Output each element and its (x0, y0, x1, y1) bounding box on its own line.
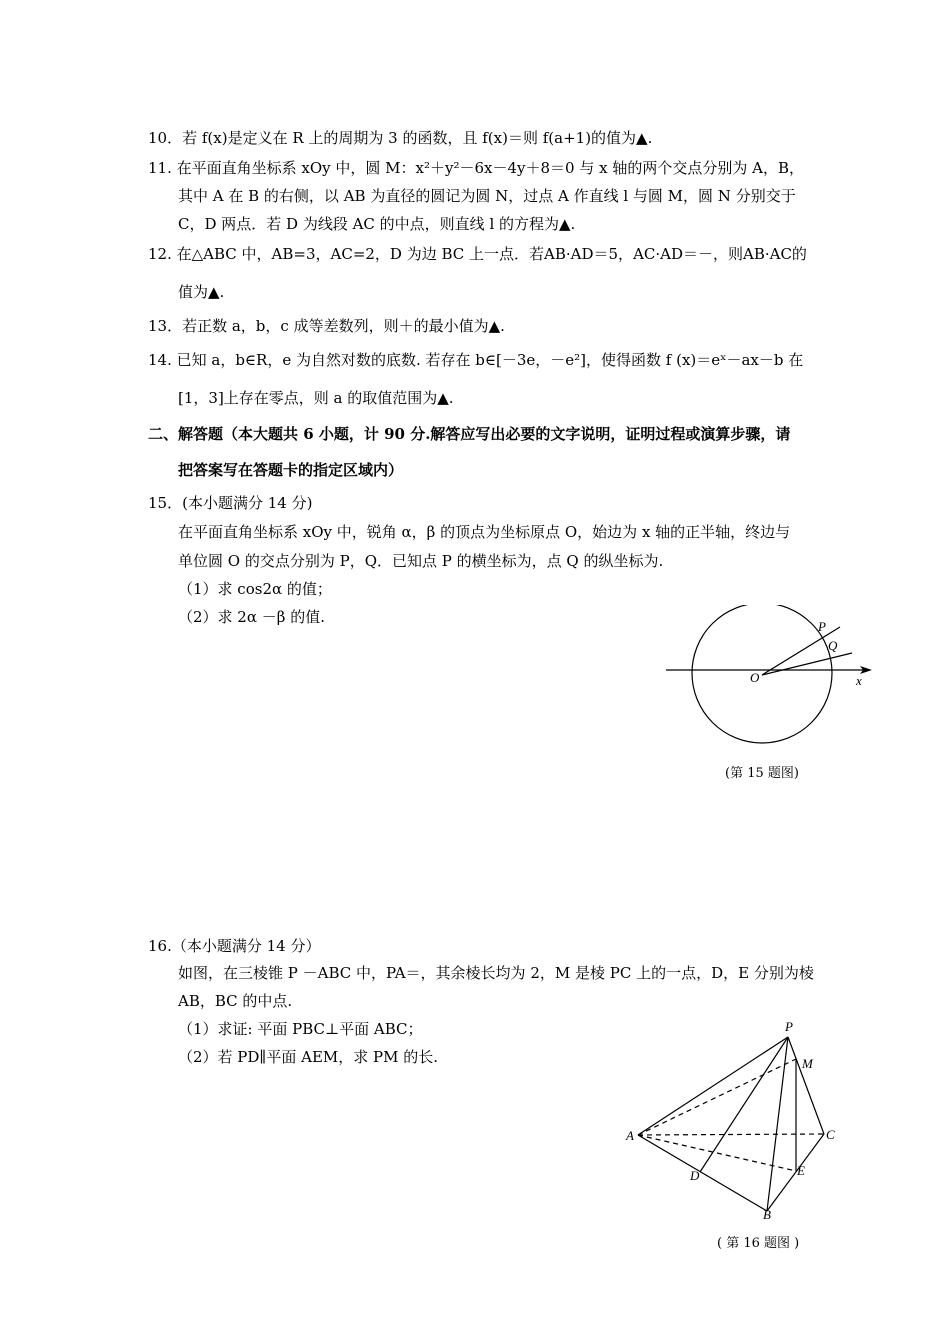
label-o: O (750, 670, 760, 685)
figure-15-caption: (第 15 题图) (725, 766, 799, 781)
section-2-heading-line-1: 二、解答题（本大题共 6 小题，计 90 分.解答应写出必要的文字说明，证明过程或演算步骤，请 (148, 425, 791, 443)
question-16-header: 16.（本小题满分 14 分） (148, 937, 321, 955)
edge-pc (788, 1037, 824, 1134)
question-11-line-2: 其中 A 在 B 的右侧，以 AB 为直径的圆记为圆 N，过点 A 作直线 l 与圆 M，圆 N 分别交于 (178, 187, 796, 205)
segment-am-hidden (638, 1059, 796, 1135)
label-a: A (626, 1128, 634, 1143)
question-14-line-2: [1，3]上存在零点，则 a 的取值范围为▲. (178, 389, 454, 407)
terminal-side-beta (762, 653, 852, 675)
question-11-line-1: 11. 在平面直角坐标系 xOy 中，圆 M：x²＋y²－6x－4y＋8＝0 与 x 轴的两个交点分别为 A，B， (148, 159, 804, 177)
segment-pd (700, 1037, 788, 1172)
question-15-body-2: 单位圆 O 的交点分别为 P，Q．已知点 P 的横坐标为，点 Q 的纵坐标为. (178, 552, 664, 570)
question-11-line-3: C，D 两点．若 D 为线段 AC 的中点，则直线 l 的方程为▲. (178, 215, 576, 233)
edge-pb (767, 1037, 788, 1211)
figure-15-unit-circle (660, 605, 880, 755)
label-e: E (797, 1163, 805, 1178)
label-p: P (818, 619, 826, 634)
figure-16-pyramid (620, 1015, 850, 1225)
segment-ae-hidden (638, 1135, 796, 1171)
label-d: D (690, 1168, 700, 1183)
question-12-line-2: 值为▲. (178, 283, 225, 301)
question-16-part-2: （2）若 PD∥平面 AEM，求 PM 的长. (178, 1048, 439, 1066)
figure-16-caption: ( 第 16 题图 ) (717, 1236, 800, 1251)
question-13: 13．若正数 a，b，c 成等差数列，则＋的最小值为▲. (148, 317, 505, 335)
unit-circle (692, 605, 832, 743)
question-16-body-2: AB，BC 的中点. (178, 992, 293, 1010)
section-2-heading-line-2: 把答案写在答题卡的指定区域内） (178, 461, 404, 479)
question-15-part-2: （2）求 2α －β 的值. (178, 608, 325, 626)
question-15-body-1: 在平面直角坐标系 xOy 中，锐角 α，β 的顶点为坐标原点 O，始边为 x 轴的正半轴，终边与 (178, 523, 791, 541)
question-15-part-1: （1）求 cos2α 的值； (178, 580, 332, 598)
question-10: 10．若 f(x)是定义在 R 上的周期为 3 的函数，且 f(x)＝则 f(a+1)的值为▲. (148, 129, 653, 147)
label-m: M (802, 1056, 813, 1071)
label-q: Q (828, 638, 838, 653)
label-p: P (785, 1019, 793, 1034)
question-15-header: 15．(本小题满分 14 分) (148, 494, 313, 512)
question-16-part-1: （1）求证: 平面 PBC⊥平面 ABC； (178, 1020, 423, 1038)
question-14-line-1: 14. 已知 a，b∈R，e 为自然对数的底数. 若存在 b∈[－3e，－e²]，使得函数 f (x)＝eˣ－ax－b 在 (148, 351, 804, 369)
edge-pa (638, 1037, 788, 1135)
edge-ab (638, 1135, 767, 1211)
label-c: C (826, 1127, 835, 1142)
question-16-body-1: 如图，在三棱锥 P －ABC 中，PA＝，其余棱长均为 2，M 是棱 PC 上的一点，D，E 分别为棱 (178, 964, 814, 982)
label-x: x (856, 673, 862, 688)
question-12-line-1: 12. 在△ABC 中，AB=3，AC=2，D 为边 BC 上一点．若AB·AD＝5，AC·AD＝－，则AB·AC的 (148, 245, 807, 263)
label-b: B (763, 1207, 771, 1222)
